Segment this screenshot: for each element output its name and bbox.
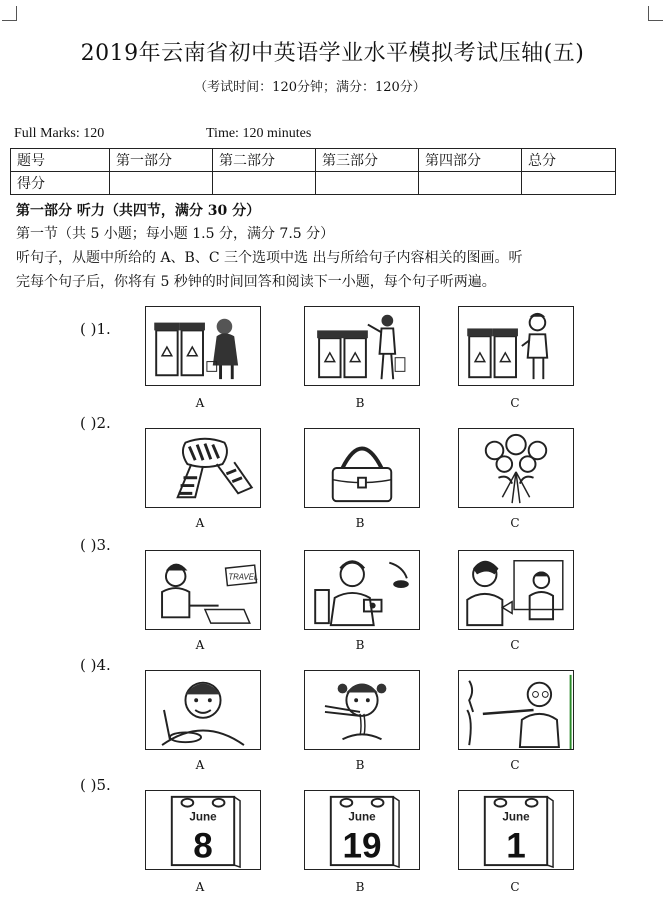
picture-man-chopsticks[interactable] [458,670,574,750]
calendar-month: June [189,810,217,824]
option-label: C [510,396,520,410]
calendar-image [459,791,573,869]
picture-calendar[interactable] [304,790,420,870]
picture-recycling-woman[interactable] [304,306,420,386]
option-label: C [510,638,520,652]
handbag-image [305,429,419,507]
score-input-cell[interactable] [213,172,316,195]
picture-girl-eating[interactable] [304,670,420,750]
exam-subtitle: （考试时间：120分钟；满分：120分） [194,80,426,95]
page-corner-mark [2,6,17,21]
score-input-cell[interactable] [316,172,419,195]
question-number[interactable]: ( )3. [80,536,111,554]
recycling-bins-image [305,307,419,385]
picture-recycling-boy[interactable] [458,306,574,386]
full-marks: Full Marks: 120 [14,126,105,141]
score-cell: 总分 [522,149,616,172]
calendar-image [305,791,419,869]
picture-man-with-camera[interactable] [304,550,420,630]
option-label: B [355,758,365,772]
instruction-line: 听句子，从题中所给的 A、B、C 三个选项中选 出与所给句子内容相关的图画。听 [16,250,523,266]
option-label: A [195,396,205,410]
calendar-day: 19 [342,826,382,866]
score-input-cell[interactable] [522,172,616,195]
man-chopsticks-image [459,671,573,749]
score-input-cell[interactable] [110,172,213,195]
score-input-cell[interactable] [419,172,522,195]
flowers-image [459,429,573,507]
page-corner-mark [648,6,663,21]
question-number[interactable]: ( )2. [80,414,111,432]
option-label: C [510,516,520,530]
option-label: C [510,880,520,894]
picture-travel-writer[interactable] [145,550,261,630]
svg-text:TRAVEL: TRAVEL [228,572,259,582]
picture-flowers[interactable] [458,428,574,508]
calendar-day: 1 [506,826,526,866]
score-cell: 第四部分 [419,149,522,172]
girl-eating-image [305,671,419,749]
calendar-month: June [502,810,530,824]
option-label: B [355,880,365,894]
score-table-score-row [11,172,616,195]
section1-heading: 第一节（共 5 小题；每小题 1.5 分，满分 7.5 分） [16,226,335,242]
score-cell: 题号 [11,149,110,172]
instructions [16,246,665,294]
score-cell: 第三部分 [316,149,419,172]
question-number[interactable]: ( )1. [80,320,111,338]
picture-boy-eating[interactable] [145,670,261,750]
picture-calendar[interactable] [145,790,261,870]
option-label: B [355,396,365,410]
man-with-camera-image [305,551,419,629]
travel-writer-image [146,551,260,629]
option-label: A [195,638,205,652]
calendar-day: 8 [193,826,213,866]
calendar-image [146,791,260,869]
option-label: A [195,516,205,530]
recycling-bins-image [146,307,260,385]
boy-eating-image [146,671,260,749]
score-cell: 第二部分 [213,149,316,172]
picture-scarf[interactable] [145,428,261,508]
picture-calendar[interactable] [458,790,574,870]
score-table [10,148,616,195]
page-title: 2019年云南省初中英语学业水平模拟考试压轴(五) [80,41,585,66]
option-label: C [510,758,520,772]
question-number[interactable]: ( )5. [80,776,111,794]
scarf-image [146,429,260,507]
calendar-month: June [348,810,376,824]
exam-time: Time: 120 minutes [206,126,312,141]
picture-handbag[interactable] [304,428,420,508]
people-talking-image [459,551,573,629]
option-label: B [355,516,365,530]
option-label: A [195,758,205,772]
option-label: B [355,638,365,652]
part1-heading: 第一部分 听力（共四节，满分 30 分） [16,203,261,219]
instruction-line: 完每个句子后，你将有 5 秒钟的时间回答和阅读下一小题，每个句子听两遍。 [16,274,496,290]
score-cell: 第一部分 [110,149,213,172]
question-number[interactable]: ( )4. [80,656,111,674]
score-table-header-row [11,149,616,172]
option-label: A [195,880,205,894]
recycling-bins-image [459,307,573,385]
picture-people-talking[interactable] [458,550,574,630]
marks-line [14,126,312,142]
picture-recycling-old-woman[interactable] [145,306,261,386]
score-cell: 得分 [11,172,110,195]
